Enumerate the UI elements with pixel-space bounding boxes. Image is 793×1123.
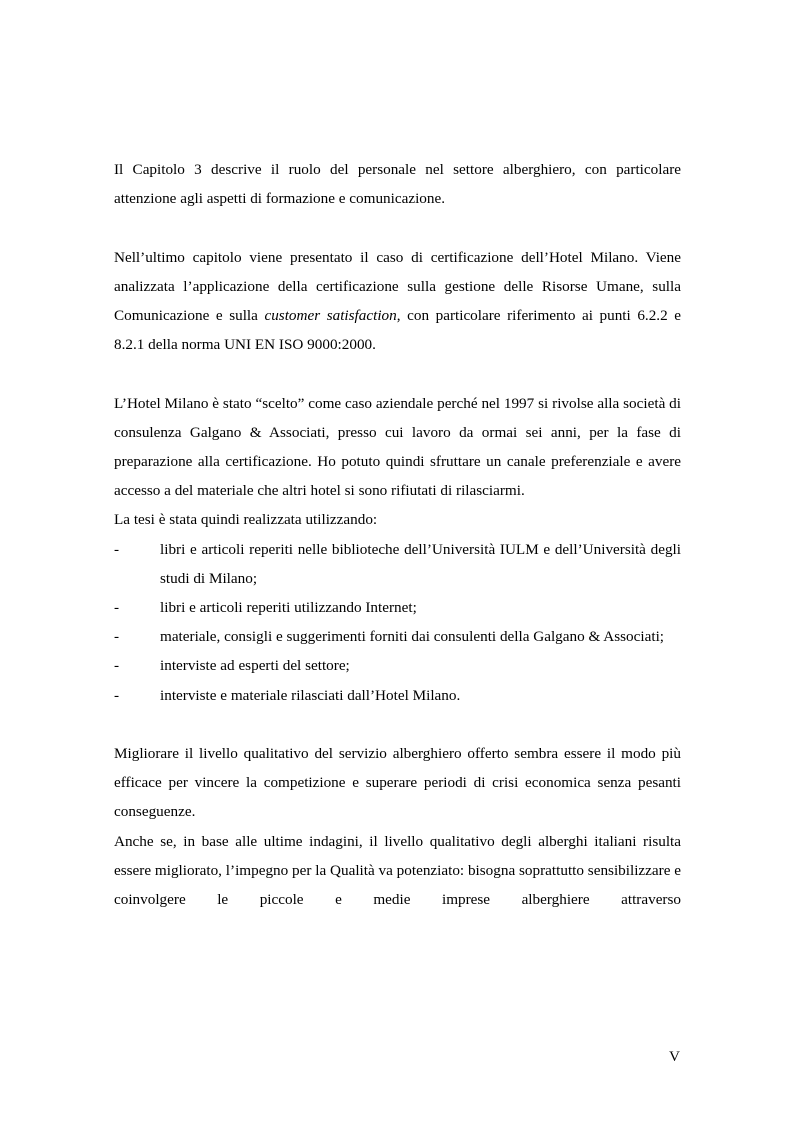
document-body: [114, 155, 681, 914]
paragraph-last-chapter: [114, 243, 681, 360]
paragraph-quality-improvement: Migliorare il livello qualitativo del servizio alberghiero offerto sembra essere il modo più efficace per vincere la competizione e superare periodi di crisi economica senza pesanti conseguenze.: [114, 745, 681, 821]
paragraph-chapter-3: Il Capitolo 3 descrive il ruolo del personale nel settore alberghiero, con particolare attenzione agli aspetti di formazione e comunicazione.: [114, 161, 681, 208]
bullet-dash: -: [114, 686, 120, 704]
list-item-text: interviste ad esperti del settore;: [160, 657, 350, 675]
paragraph-recent-surveys: Anche se, in base alle ultime indagini, il livello qualitativo degli alberghi italiani risulta essere migliorato, l’impegno per la Qualità va potenziato: bisogna soprattutto sensibilizzare e coinvolgere le piccole e medie imprese alberghiere attraverso: [114, 832, 681, 909]
list-item: [114, 651, 681, 680]
list-item: [114, 535, 681, 593]
list-item: [114, 593, 681, 622]
paragraph-last-chapter-text-a: Nell’ultimo capitolo viene presentato il caso di certificazione dell’Hotel Milano. Viene analizzata l’applicazione della certificazione sulla gestione delle Risorse Umane, sulla Comunicazione e sulla: [114, 248, 681, 324]
paragraph-hotel-milano: L’Hotel Milano è stato “scelto” come caso aziendale perché nel 1997 si rivolse alla società di consulenza Galgano & Associati, presso cui lavoro da ormai sei anni, per la fase di preparazione alla certificazione. Ho potuto quindi sfruttare un canale preferenziale e avere accesso a del materiale che altri hotel si sono rifiutati di rilasciarmi.: [114, 394, 681, 500]
list-item-text: libri e articoli reperiti utilizzando Internet;: [160, 599, 417, 617]
list-item-text: materiale, consigli e suggerimenti forniti dai consulenti della Galgano & Associati;: [160, 628, 665, 646]
bullet-dash: -: [114, 540, 120, 558]
list-intro: La tesi è stata quindi realizzata utilizzando:: [114, 511, 378, 529]
customer-satisfaction-term: customer satisfaction: [264, 307, 397, 324]
list-item: [114, 622, 681, 651]
bullet-dash: -: [114, 657, 120, 675]
bullet-dash: -: [114, 599, 120, 617]
list-item-text: libri e articoli reperiti nelle biblioteche dell’Università IULM e dell’Università degli studi di Milano;: [160, 540, 681, 587]
list-item-text: interviste e materiale rilasciati dall’Hotel Milano.: [160, 686, 461, 704]
bullet-dash: -: [114, 628, 120, 646]
paragraph-last-chapter-text-b: , con particolare riferimento ai punti 6.2.2 e 8.2.1 della norma UNI EN ISO 9000:2000.: [114, 307, 681, 354]
sources-list: [114, 535, 681, 710]
list-item: [114, 681, 681, 710]
page-number: V: [669, 1048, 680, 1065]
